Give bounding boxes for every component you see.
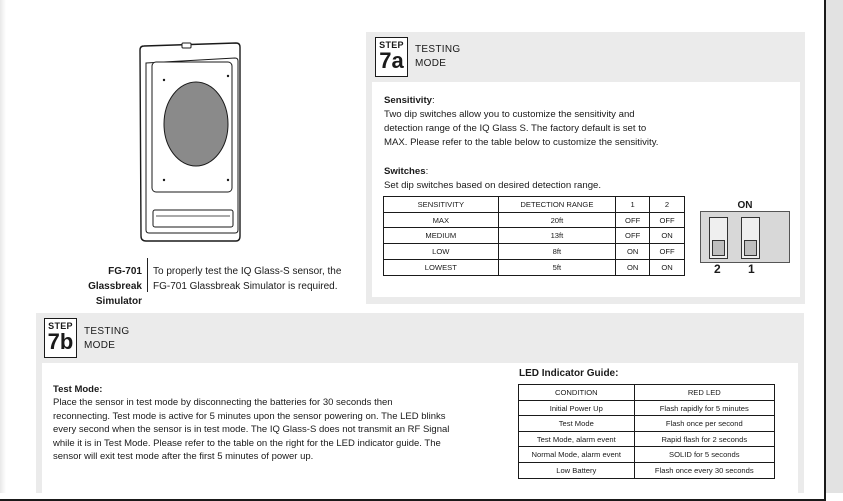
table-cell: Low Battery: [519, 463, 635, 479]
step-word: STEP: [379, 40, 404, 50]
page-right-margin: [826, 0, 843, 493]
table-row: [519, 463, 775, 479]
sensitivity-text-line: MAX. Please refer to the table below to customize the sensitivity.: [384, 137, 659, 148]
led-indicator-table: [518, 384, 775, 479]
table-row: [519, 447, 775, 463]
table-cell: LOW: [384, 244, 499, 260]
table-cell: OFF: [616, 228, 650, 244]
table-cell: ON: [650, 260, 685, 276]
table-cell: 20ft: [498, 213, 616, 228]
dip-switch-1-knob: [744, 240, 757, 256]
table-cell: MEDIUM: [384, 228, 499, 244]
sensitivity-section: [384, 94, 794, 150]
dip-switch-2-knob: [712, 240, 725, 256]
simulator-model: FG-701: [108, 266, 142, 277]
dip-switch-1: [741, 217, 760, 259]
table-cell: Test Mode, alarm event: [519, 432, 635, 447]
table-row: [519, 416, 775, 432]
step-number: 7b: [47, 329, 74, 354]
table-cell: LOWEST: [384, 260, 499, 276]
table-cell: Normal Mode, alarm event: [519, 447, 635, 463]
table-header-row: [519, 385, 775, 401]
table-row: [519, 401, 775, 416]
table-header-row: [384, 197, 685, 213]
table-cell: OFF: [616, 213, 650, 228]
step-word: STEP: [48, 321, 73, 331]
sensitivity-text-line: Two dip switches allow you to customize the sensitivity and: [384, 109, 635, 120]
switches-heading: Switches: [384, 166, 426, 177]
table-cell: 5ft: [498, 260, 616, 276]
step-7a-title: [415, 43, 460, 71]
table-cell: Flash once every 30 seconds: [634, 463, 774, 479]
table-cell: Flash rapidly for 5 minutes: [634, 401, 774, 416]
test-mode-text-line: Place the sensor in test mode by disconnecting the batteries for 30 seconds then: [53, 397, 393, 409]
step-title-line: TESTING: [415, 44, 461, 55]
test-mode-text-line: every second when the sensor is in test mode. The IQ Glass-S does not transmit an RF Signal: [53, 424, 450, 436]
table-cell: Rapid flash for 2 seconds: [634, 432, 774, 447]
sensitivity-table: [383, 196, 685, 276]
simulator-name: Glassbreak Simulator: [88, 281, 142, 307]
step-7b-title: [84, 325, 129, 353]
table-cell: OFF: [650, 213, 685, 228]
table-row: [384, 213, 685, 228]
step-7a-badge: [375, 37, 408, 77]
simulator-description: [153, 264, 358, 294]
test-mode-text-line: reconnecting. Test mode is active for 5 minutes upon the sensor powering on. The LED blinks: [53, 410, 446, 422]
switches-colon: :: [425, 166, 429, 177]
dip-number-1: 1: [748, 262, 755, 276]
step-title-line: MODE: [84, 340, 116, 351]
table-cell: ON: [616, 244, 650, 260]
simulator-description-line: FG-701 Glassbreak Simulator is required.: [153, 281, 338, 292]
simulator-description-line: To properly test the IQ Glass-S sensor, the: [153, 266, 342, 277]
table-row: [384, 260, 685, 276]
led-guide-heading: LED Indicator Guide:: [519, 368, 619, 379]
label-divider: [147, 258, 148, 292]
step-title-line: MODE: [415, 58, 447, 69]
table-cell: Test Mode: [519, 416, 635, 432]
table-header-cell: RED LED: [634, 385, 774, 401]
test-mode-heading: Test Mode:: [53, 384, 103, 395]
dip-number-2: 2: [714, 262, 721, 276]
sensitivity-heading: Sensitivity: [384, 95, 432, 106]
test-mode-text-line: sensor will exit test mode after the first 5 minutes of power up.: [53, 451, 314, 463]
table-cell: 8ft: [498, 244, 616, 260]
dip-switch-2: [709, 217, 728, 259]
table-cell: OFF: [650, 244, 685, 260]
table-row: [384, 244, 685, 260]
switches-text: Set dip switches based on desired detection range.: [384, 180, 602, 191]
table-cell: Initial Power Up: [519, 401, 635, 416]
sensitivity-colon: :: [432, 95, 435, 106]
table-header-cell: CONDITION: [519, 385, 635, 401]
glassbreak-sensor-illustration: [0, 0, 260, 260]
table-cell: SOLID for 5 seconds: [634, 447, 774, 463]
table-row: [519, 432, 775, 447]
test-mode-text-line: while it is in Test Mode. Please refer to the table on the right for the LED indicator guide. The: [53, 437, 441, 449]
table-cell: MAX: [384, 213, 499, 228]
table-header-cell: 2: [650, 197, 685, 213]
switches-section: [384, 165, 794, 193]
test-mode-section: [53, 383, 513, 463]
dip-on-label: ON: [737, 200, 753, 211]
table-header-cell: DETECTION RANGE: [498, 197, 616, 213]
table-row: [384, 228, 685, 244]
table-cell: 13ft: [498, 228, 616, 244]
table-cell: Flash once per second: [634, 416, 774, 432]
table-header-cell: SENSITIVITY: [384, 197, 499, 213]
sensitivity-text-line: detection range of the IQ Glass S. The factory default is set to: [384, 123, 647, 134]
step-number: 7a: [379, 48, 404, 73]
simulator-label: [46, 264, 142, 309]
table-header-cell: 1: [616, 197, 650, 213]
dip-switch-body: [700, 211, 790, 263]
step-7b-badge: [44, 318, 77, 358]
dip-switch-diagram: [700, 201, 790, 274]
table-cell: ON: [650, 228, 685, 244]
table-cell: ON: [616, 260, 650, 276]
step-title-line: TESTING: [84, 326, 130, 337]
